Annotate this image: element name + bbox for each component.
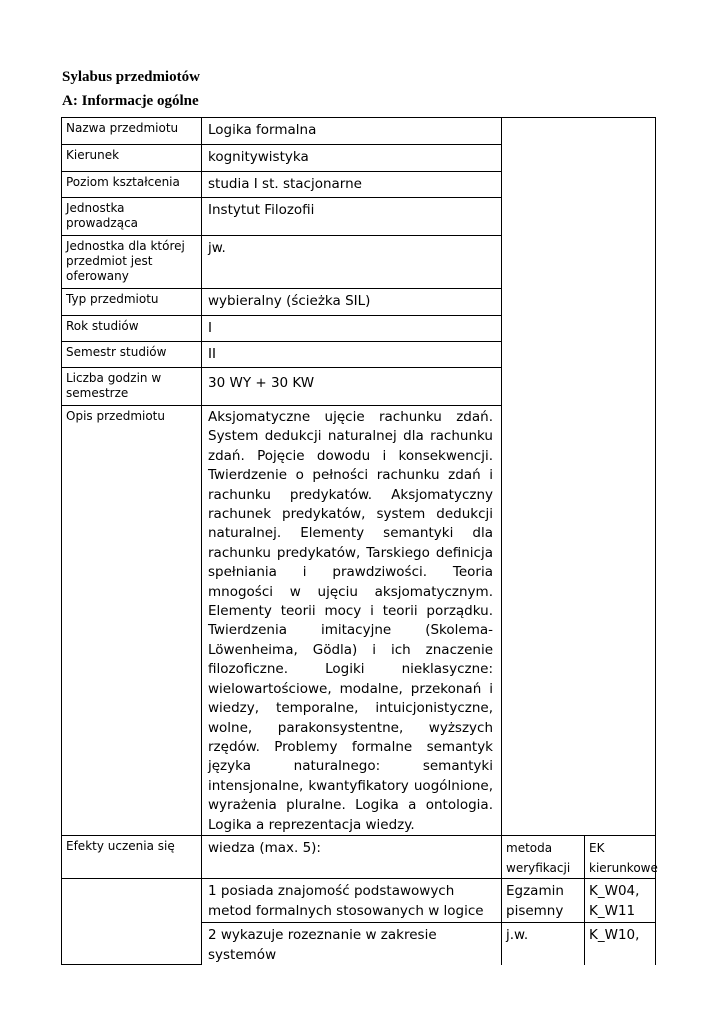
efekt-metoda: j.w. — [502, 922, 585, 965]
poziom-label: Poziom kształcenia — [62, 172, 202, 198]
typ-label: Typ przedmiotu — [62, 289, 202, 316]
efekt-metoda: Egzamin pisemny — [502, 878, 585, 922]
typ-value: wybieralny (ścieżka SIL) — [202, 289, 502, 316]
opis-label: Opis przedmiotu — [62, 406, 202, 836]
ek-header: EK kierunkowe — [585, 835, 656, 878]
rok-label: Rok studiów — [62, 316, 202, 342]
empty-right-cell — [502, 118, 656, 836]
efekt-opis: 2 wykazuje rozeznanie w zakresie systemów — [202, 922, 502, 965]
efekt-ek: K_W10, — [585, 922, 656, 965]
kierunek-label: Kierunek — [62, 145, 202, 172]
opis-value: Aksjomatyczne ujęcie rachunku zdań. System dedukcji naturalnej dla rachunku zdań. Pojęcie dowodu i konsekwencji. Twierdzenie o pełności rachunku zdań i rachunku predykatów. Aksjomatyczny rachunek predykatów, system dedukcji naturalnej. Elementy semantyki dla rachunku predykatów, Tarskiego definicja spełniania i prawdziwości. Teoria mnogości w ujęciu aksjomatycznym. Elementy teorii mocy i teorii porządku. Twierdzenia imitacyjne (Skolema-Löwenheima, Gödla) i ich znaczenie filozoficzne. Logiki nieklasyczne: wielowartościowe, modalne, przekonań i wiedzy, temporalne, intuicjonistyczne, wolne, parakonsystentne, wyższych rzędów. Problemy formalne semantyk języka naturalnego: semantyki intensjonalne, kwantyfikatory uogólnione, wyrażenia pluralne. Logika a ontologia. Logika a reprezentacja wiedzy. — [208, 409, 493, 833]
syllabus-table — [61, 117, 656, 965]
table-row — [62, 878, 656, 922]
table-row — [62, 835, 656, 878]
jednostka-label: Jednostka prowadząca — [62, 198, 202, 236]
efekty-label: Efekty uczenia się — [62, 835, 202, 878]
jednostka-dla-value: jw. — [202, 236, 502, 289]
opis-cell — [202, 406, 502, 836]
jednostka-value: Instytut Filozofii — [202, 198, 502, 236]
efekt-ek: K_W04, K_W11 — [585, 878, 656, 922]
godziny-label: Liczba godzin w semestrze — [62, 368, 202, 406]
efekt-opis: 1 posiada znajomość podstawowych metod formalnych stosowanych w logice — [202, 878, 502, 922]
section-heading: A: Informacje ogólne — [62, 93, 199, 109]
nazwa-value: Logika formalna — [202, 118, 502, 145]
document-title: Sylabus przedmiotów — [62, 69, 200, 85]
metoda-header: metoda weryfikacji — [502, 835, 585, 878]
poziom-value: studia I st. stacjonarne — [202, 172, 502, 198]
wiedza-header: wiedza (max. 5): — [202, 835, 502, 878]
semestr-value: II — [202, 342, 502, 368]
godziny-value: 30 WY + 30 KW — [202, 368, 502, 406]
empty-left-cell — [62, 878, 202, 965]
table-row — [62, 118, 656, 145]
jednostka-dla-label: Jednostka dla której przedmiot jest oferowany — [62, 236, 202, 289]
kierunek-value: kognitywistyka — [202, 145, 502, 172]
semestr-label: Semestr studiów — [62, 342, 202, 368]
nazwa-label: Nazwa przedmiotu — [62, 118, 202, 145]
rok-value: I — [202, 316, 502, 342]
